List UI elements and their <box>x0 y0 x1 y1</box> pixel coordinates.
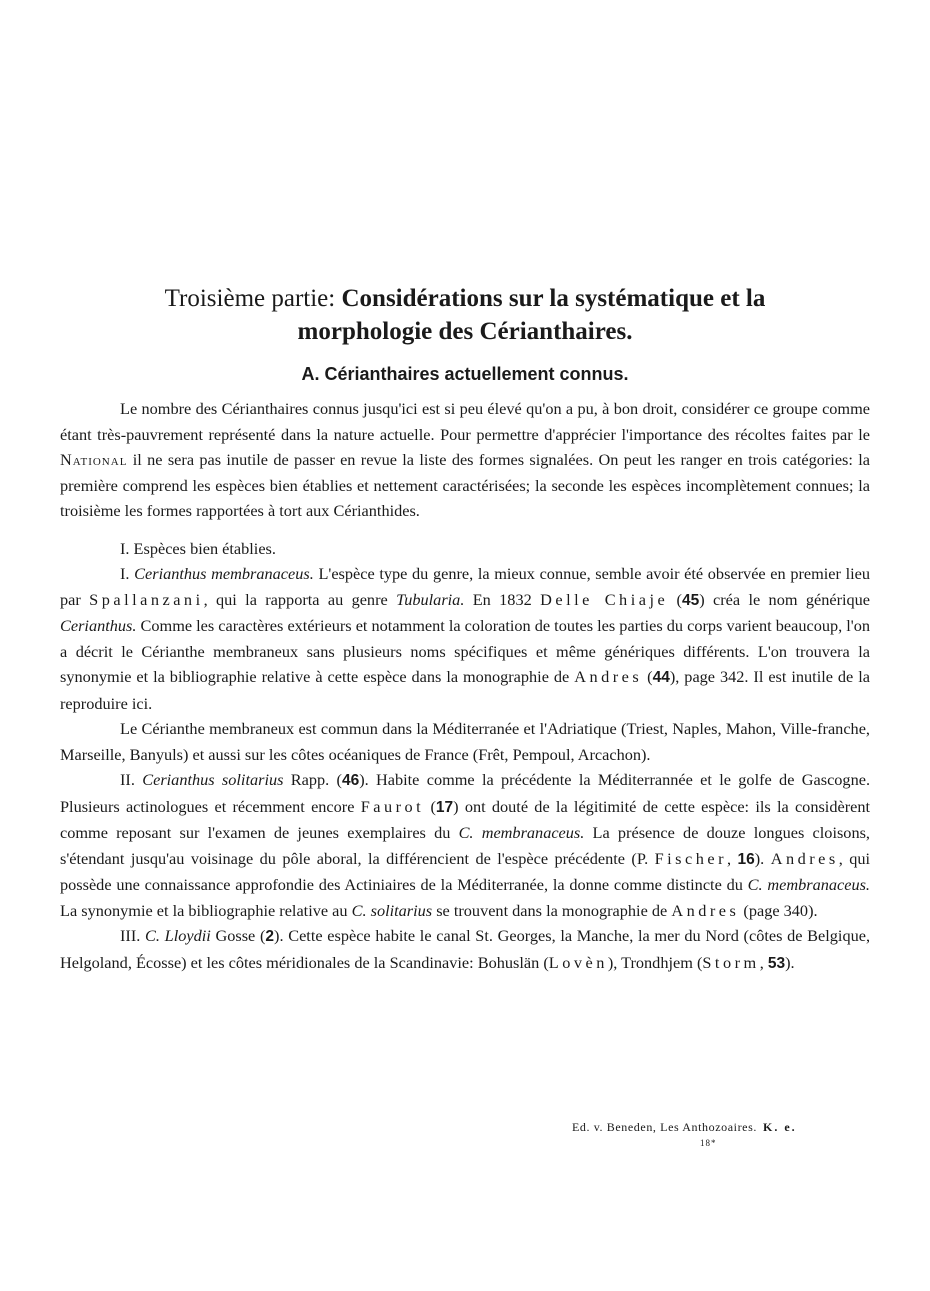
text: ). <box>754 848 771 868</box>
text: ). Cette espèce habite le canal St. Georges, la Manche, la mer du Nord (côtes de Belgique, Helgoland, Écosse) et les côtes méridionales de la Scandinavie: Bohuslän ( <box>60 926 871 972</box>
text: ). Habite comme la précédente la Méditerrannée et le golfe de Gascogne. Plusieurs actinologues et récemment encore <box>60 770 871 816</box>
text: L'espèce type du genre, la mieux connue, semble avoir été observée en premier lieu par <box>60 564 871 609</box>
author-name: Delle Chiaje <box>540 589 669 609</box>
text: Gosse ( <box>210 926 266 945</box>
text: , qui la rapporta au genre <box>203 589 397 609</box>
text: La présence de douze longues cloisons, s'étendant jusqu'au voisinage du pôle aboral, la différencient de l'espèce précédente (P. <box>60 823 870 868</box>
text: , <box>759 952 768 972</box>
section-heading: A. Cérianthaires actuellement connus. <box>301 364 629 384</box>
text: (page 340). <box>739 900 818 920</box>
text: ), Trondhjem ( <box>607 952 703 972</box>
text: ), page 342. Il est inutile de la reproduire ici. <box>60 667 870 713</box>
text: Le nombre des Cérianthaires connus jusqu'ici est si peu élevé qu'on a pu, à bon droit, considérer ce groupe comme étant très-pauvrement représenté dans la nature actuelle. Pour permettre d'apprécier l'importance des récoltes faites par le <box>60 399 870 444</box>
text: ). <box>785 952 795 972</box>
text: Comme les caractères extérieurs et notamment la coloration de toutes les parties du corps varient beaucoup, l'on a décrit le Cérianthe membraneux sans plusieurs noms spécifiques et même génériques différents. L'on trouvera la synonymie et la bibliographie relative à cette espèce dans la monographie de <box>60 616 870 686</box>
text: La synonymie et la bibliographie relative au <box>60 900 352 920</box>
species-name: C. membranaceus. <box>747 875 871 894</box>
species-name: C. solitarius <box>351 900 433 920</box>
title-main-line1: Considérations sur la systématique et la <box>341 285 766 312</box>
author-name: Spallanzani <box>89 589 204 609</box>
bibliography-ref: 17 <box>435 798 454 816</box>
intro-paragraph <box>60 396 870 524</box>
title-part: Troisième partie: <box>164 285 336 312</box>
author-name: Lovèn <box>548 952 608 972</box>
text: ( <box>642 667 653 686</box>
text: I. <box>120 564 135 583</box>
ship-name: National <box>60 450 128 469</box>
text: ) créa le nom générique <box>699 589 871 609</box>
bibliography-ref: 44 <box>652 669 670 686</box>
text: Rapp. ( <box>283 770 342 789</box>
text: En 1832 <box>464 589 541 609</box>
text: ( <box>424 796 436 816</box>
bibliography-ref: 45 <box>681 591 700 609</box>
author-name: Fischer <box>654 848 728 868</box>
species-name: C. membranaceus. <box>458 823 585 842</box>
genus-name: Tubularia. <box>396 589 465 609</box>
text: ) ont douté de la légitimité de cette espèce: ils la considèrent comme reposant sur l'examen de jeunes exemplaires du <box>60 796 871 842</box>
author-name: Faurot <box>360 796 425 816</box>
bibliography-ref: 53 <box>767 954 786 972</box>
folio: 18* <box>700 1138 717 1148</box>
list-heading: I. Espèces bien établies. <box>120 538 276 558</box>
species-1-distribution: Le Cérianthe membraneux est commun dans la Méditerranée et l'Adriatique (Triest, Naples, Mahon, Ville-franche, Marseille, Banyuls) et aussi sur les côtes océaniques de France (Frêt, Pempoul, Arcachon). <box>60 719 870 764</box>
signature-mark: K. e. <box>762 1120 797 1134</box>
text: II. <box>120 770 143 789</box>
text: se trouvent dans la monographie de <box>432 900 672 920</box>
body-text <box>60 396 870 976</box>
text: , qui possède une connaissance approfondie des Actiniaires de la Méditerranée, la donne comme distincte du <box>60 848 871 894</box>
author-name: Andres <box>574 667 643 686</box>
title-main-line2: morphologie des Cérianthaires. <box>297 318 633 345</box>
author-name: Andres <box>671 900 740 920</box>
text: III. <box>120 926 146 945</box>
species-name: Cerianthus membranaceus. <box>134 564 314 583</box>
page-title <box>60 282 870 348</box>
bibliography-ref: 16 <box>737 850 755 868</box>
credit-text: Ed. v. Beneden, Les Anthozoaires. <box>572 1120 757 1134</box>
species-2-paragraph <box>60 767 870 923</box>
author-name: Andres <box>770 848 839 868</box>
bibliography-ref: 2 <box>265 928 275 945</box>
species-1-paragraph <box>60 561 870 716</box>
bibliography-ref: 46 <box>341 772 360 789</box>
author-name: Storm <box>702 952 760 972</box>
footer-credit <box>572 1120 797 1135</box>
species-name: C. Lloydii <box>145 926 211 945</box>
genus-name: Cerianthus. <box>60 616 137 635</box>
species-name: Cerianthus solitarius <box>142 770 284 789</box>
text: , <box>727 848 738 868</box>
text: il ne sera pas inutile de passer en revue la liste des formes signalées. On peut les ranger en trois catégories: la première comprend les espèces bien établies et nettement caractérisées; la seconde les espèces incomplètement connues; la troisième les formes rapportées à tort aux Cérianthides. <box>60 450 870 520</box>
species-3-paragraph <box>60 923 870 976</box>
text: ( <box>668 589 682 609</box>
